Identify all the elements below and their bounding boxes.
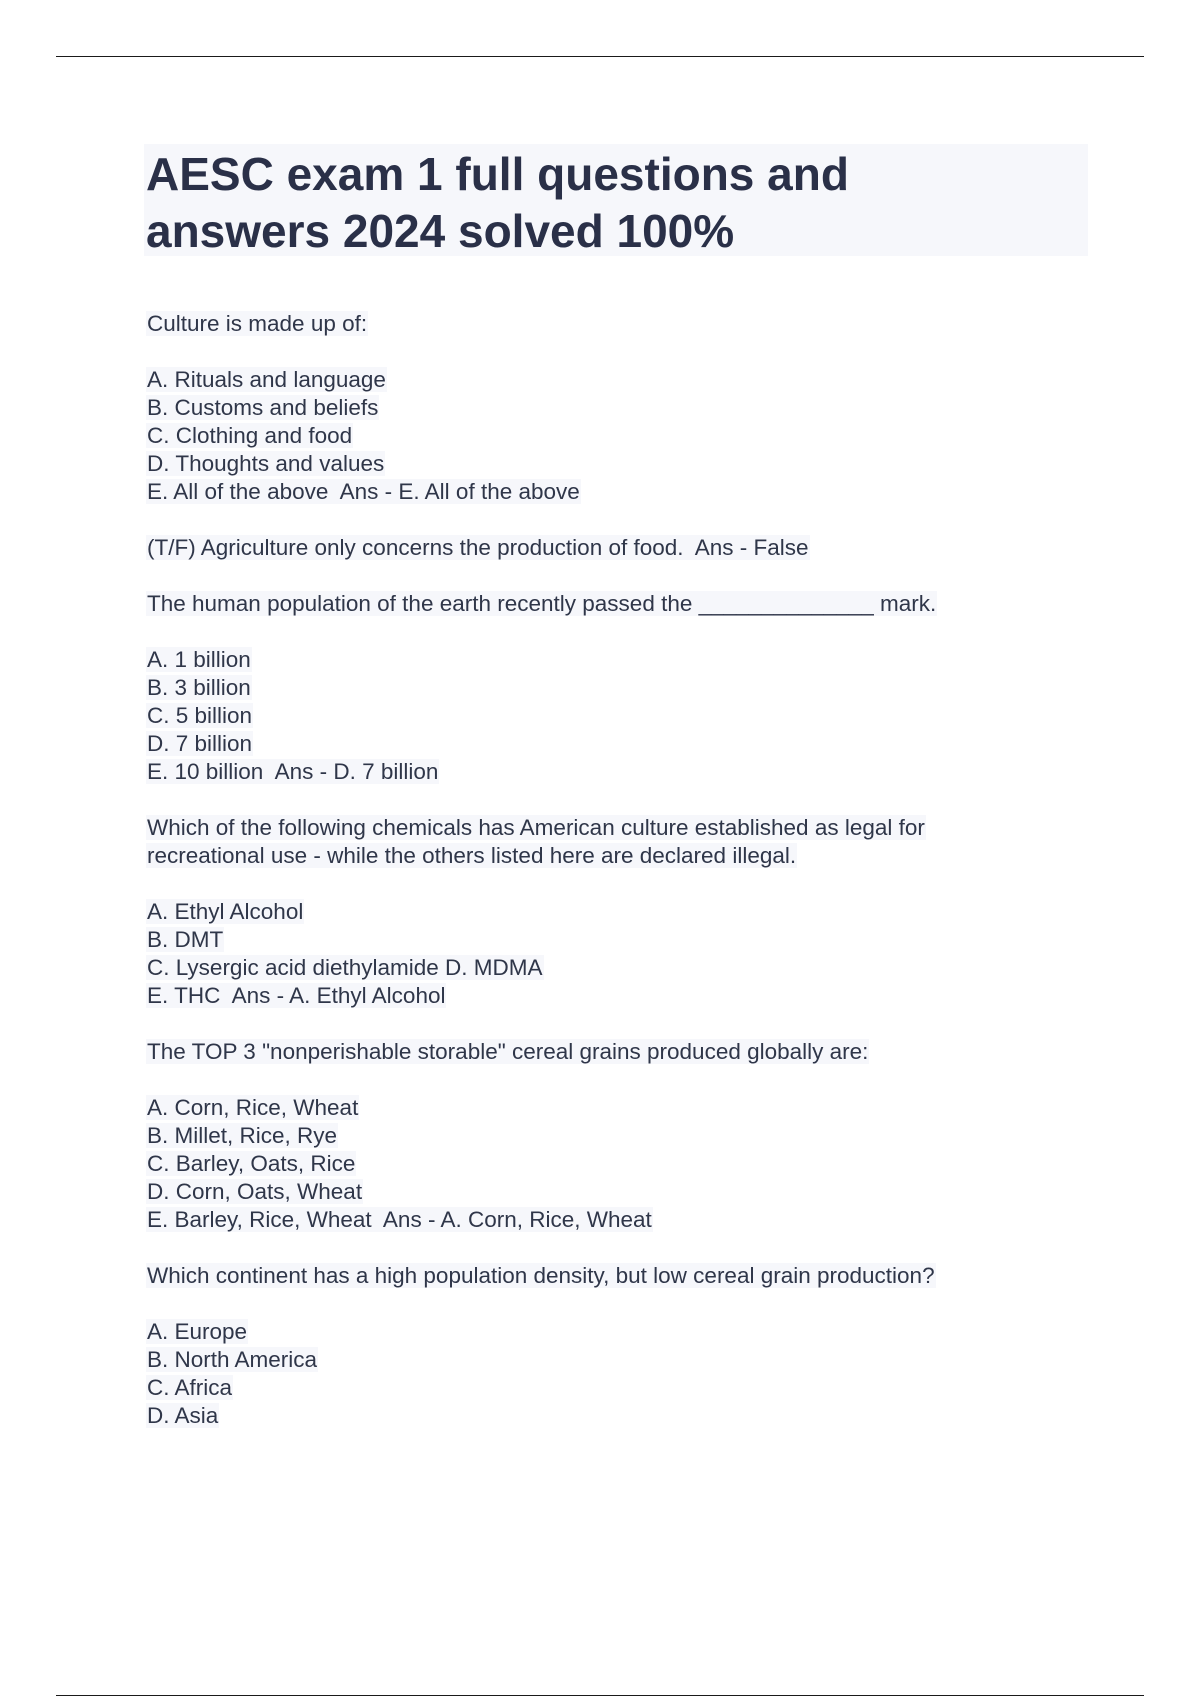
- line-text: (T/F) Agriculture only concerns the production of food. Ans - False: [147, 535, 809, 560]
- text-line: [146, 590, 1046, 618]
- line-text: D. 7 billion: [147, 731, 253, 756]
- line-text: A. 1 billion: [147, 647, 251, 672]
- answer-options-block: [146, 590, 1046, 618]
- text-line: [146, 646, 1046, 674]
- line-text: E. Barley, Rice, Wheat Ans - A. Corn, Rice, Wheat: [147, 1207, 652, 1232]
- text-line: [146, 926, 1046, 954]
- page-title: [146, 146, 1076, 260]
- line-text: E. 10 billion Ans - D. 7 billion: [147, 759, 439, 784]
- question-block: [146, 646, 1046, 786]
- line-text: Which of the following chemicals has American culture established as legal for: [147, 815, 925, 840]
- title-line-2: answers 2024 solved 100%: [146, 205, 735, 257]
- question-block: [146, 1318, 1046, 1430]
- line-text: C. Lysergic acid diethylamide D. MDMA: [147, 955, 543, 980]
- top-rule: [56, 56, 1144, 57]
- text-line: [146, 1374, 1046, 1402]
- line-text: The TOP 3 "nonperishable storable" cereal grains produced globally are:: [147, 1039, 869, 1064]
- line-text: D. Asia: [147, 1403, 219, 1428]
- line-text: Culture is made up of:: [147, 311, 368, 336]
- text-line: [146, 898, 1046, 926]
- line-text: C. Africa: [147, 1375, 233, 1400]
- line-text: The human population of the earth recently passed the ______________ mark.: [147, 591, 937, 616]
- line-text: B. North America: [147, 1347, 318, 1372]
- text-line: [146, 674, 1046, 702]
- text-line: [146, 1150, 1046, 1178]
- line-text: recreational use - while the others listed here are declared illegal.: [147, 843, 797, 868]
- line-text: D. Corn, Oats, Wheat: [147, 1179, 363, 1204]
- text-line: [146, 1262, 1046, 1290]
- line-text: E. THC Ans - A. Ethyl Alcohol: [147, 983, 446, 1008]
- line-text: D. Thoughts and values: [147, 451, 385, 476]
- answer-options-block: [146, 1262, 1046, 1290]
- line-text: A. Corn, Rice, Wheat: [147, 1095, 359, 1120]
- text-line: [146, 1178, 1046, 1206]
- question-block: [146, 310, 1046, 338]
- question-block: [146, 1094, 1046, 1234]
- line-text: B. Customs and beliefs: [147, 395, 379, 420]
- line-text: A. Europe: [147, 1319, 248, 1344]
- text-line: [146, 394, 1046, 422]
- line-text: B. DMT: [147, 927, 224, 952]
- question-block: [146, 534, 1046, 562]
- text-line: [146, 1402, 1046, 1430]
- line-text: A. Ethyl Alcohol: [147, 899, 304, 924]
- title-line-1: AESC exam 1 full questions and: [146, 148, 849, 200]
- text-line: [146, 478, 1046, 506]
- line-text: B. 3 billion: [147, 675, 251, 700]
- text-line: [146, 1206, 1046, 1234]
- line-text: C. Clothing and food: [147, 423, 353, 448]
- text-line: [146, 982, 1046, 1010]
- bottom-rule: [56, 1695, 1144, 1696]
- text-line: [146, 1122, 1046, 1150]
- text-line: [146, 422, 1046, 450]
- answer-options-block: [146, 366, 1046, 506]
- text-line: [146, 954, 1046, 982]
- line-text: C. Barley, Oats, Rice: [147, 1151, 356, 1176]
- text-line: [146, 1094, 1046, 1122]
- text-line: [146, 1346, 1046, 1374]
- text-line: [146, 730, 1046, 758]
- document-body: [146, 310, 1046, 1458]
- text-line: [146, 534, 1046, 562]
- answer-options-block: [146, 1038, 1046, 1066]
- text-line: [146, 758, 1046, 786]
- line-text: C. 5 billion: [147, 703, 253, 728]
- line-text: Which continent has a high population density, but low cereal grain production?: [147, 1263, 935, 1288]
- question-block: [146, 898, 1046, 1010]
- answer-options-block: [146, 814, 1046, 870]
- line-text: B. Millet, Rice, Rye: [147, 1123, 338, 1148]
- text-line: [146, 310, 1046, 338]
- text-line: [146, 1318, 1046, 1346]
- line-text: E. All of the above Ans - E. All of the above: [147, 479, 580, 504]
- text-line: [146, 366, 1046, 394]
- text-line: [146, 814, 1046, 842]
- text-line: [146, 702, 1046, 730]
- text-line: [146, 842, 1046, 870]
- text-line: [146, 1038, 1046, 1066]
- text-line: [146, 450, 1046, 478]
- line-text: A. Rituals and language: [147, 367, 386, 392]
